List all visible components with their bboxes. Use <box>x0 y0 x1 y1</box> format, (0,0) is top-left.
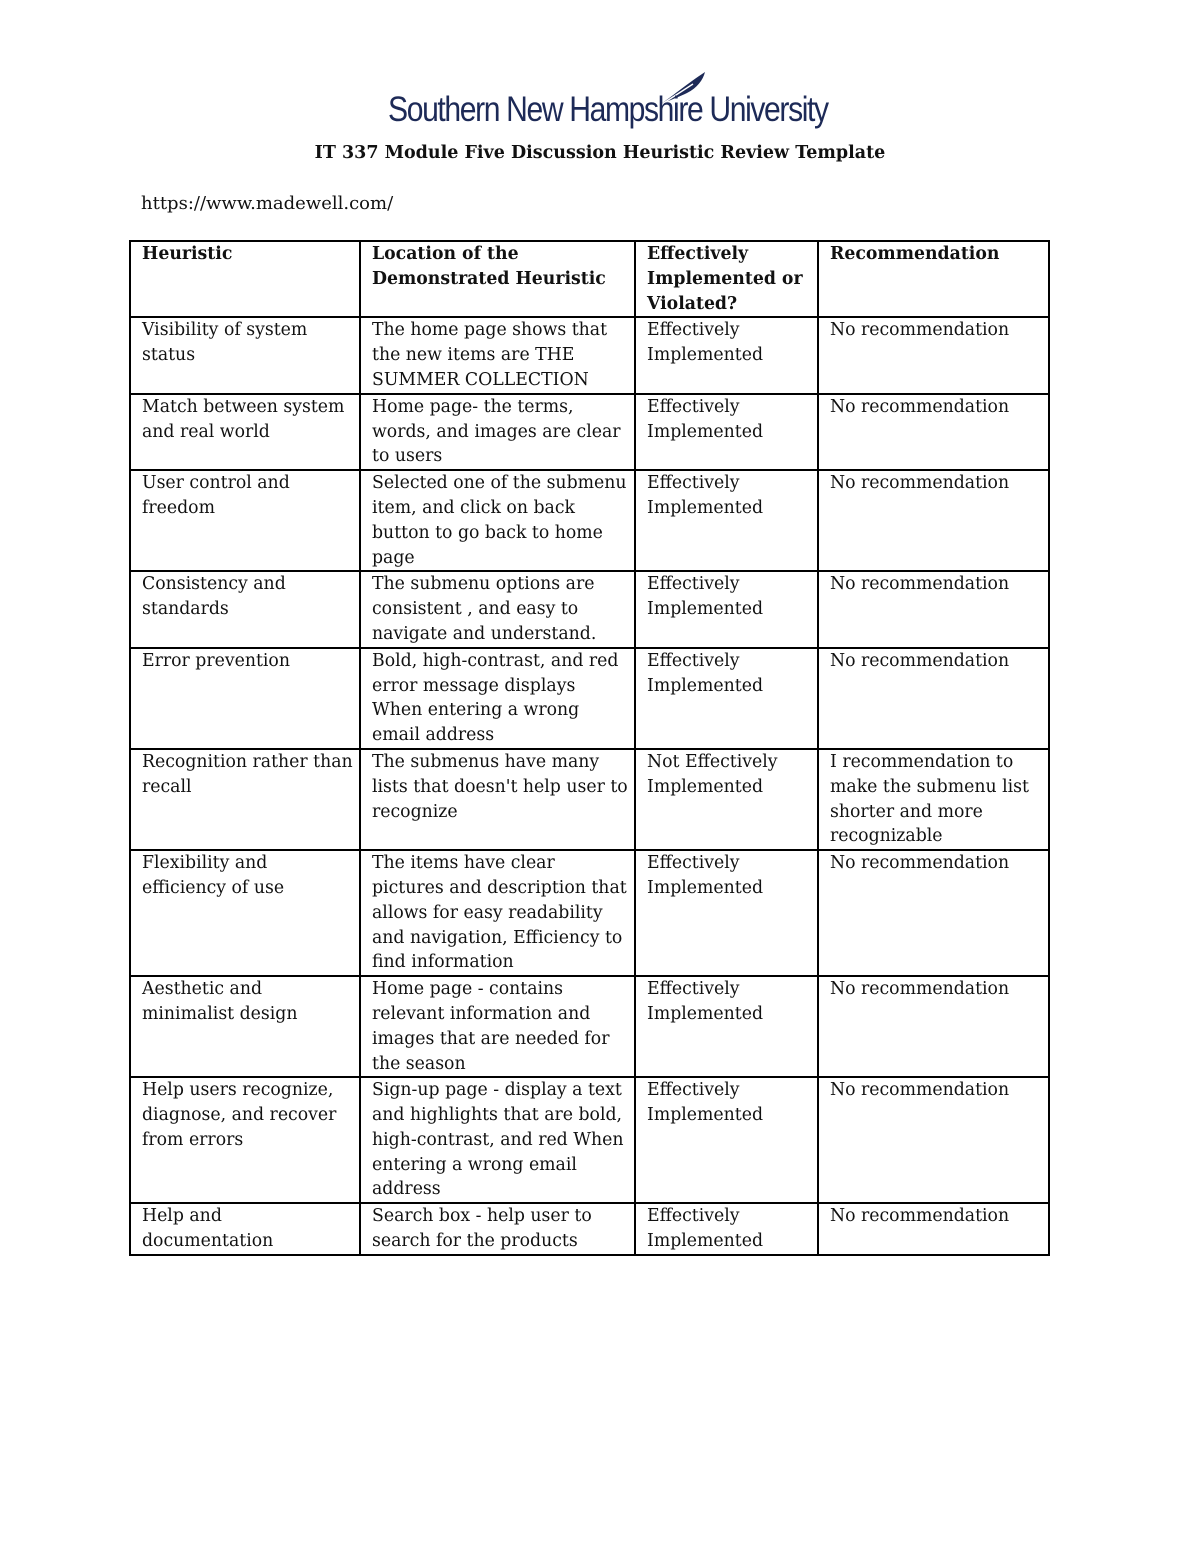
heuristic-cell: Visibility of system status <box>130 317 360 393</box>
recommendation-cell: No recommendation <box>818 648 1049 749</box>
status-cell: Not Effectively Implemented <box>635 749 818 850</box>
recommendation-cell: No recommendation <box>818 317 1049 393</box>
heuristic-cell: User control and freedom <box>130 470 360 571</box>
status-cell: Effectively Implemented <box>635 317 818 393</box>
table-row <box>130 976 1049 1077</box>
recommendation-cell: No recommendation <box>818 470 1049 571</box>
recommendation-cell: No recommendation <box>818 1077 1049 1203</box>
status-cell: Effectively Implemented <box>635 976 818 1077</box>
website-url: https://www.madewell.com/ <box>141 193 394 214</box>
table-row <box>130 1203 1049 1255</box>
table-row <box>130 571 1049 647</box>
recommendation-cell: No recommendation <box>818 394 1049 470</box>
heuristic-cell: Help users recognize, diagnose, and recover from errors <box>130 1077 360 1203</box>
table-row <box>130 394 1049 470</box>
recommendation-cell: I recommendation to make the submenu list shorter and more recognizable <box>818 749 1049 850</box>
heuristic-review-table <box>129 240 1050 1256</box>
location-cell: Home page - contains relevant information and images that are needed for the season <box>360 976 635 1077</box>
location-cell: Sign-up page - display a text and highlights that are bold, high-contrast, and red When entering a wrong email address <box>360 1077 635 1203</box>
location-cell: The home page shows that the new items are THE SUMMER COLLECTION <box>360 317 635 393</box>
location-cell: The submenu options are consistent , and easy to navigate and understand. <box>360 571 635 647</box>
heuristic-cell: Flexibility and efficiency of use <box>130 850 360 976</box>
heuristic-cell: Error prevention <box>130 648 360 749</box>
location-cell: Home page- the terms, words, and images are clear to users <box>360 394 635 470</box>
recommendation-cell: No recommendation <box>818 850 1049 976</box>
heuristic-cell: Match between system and real world <box>130 394 360 470</box>
table-row <box>130 648 1049 749</box>
location-cell: Selected one of the submenu item, and click on back button to go back to home page <box>360 470 635 571</box>
heuristic-cell: Recognition rather than recall <box>130 749 360 850</box>
location-cell: Search box - help user to search for the products <box>360 1203 635 1255</box>
heuristic-cell: Help and documentation <box>130 1203 360 1255</box>
column-header-location: Location of the Demonstrated Heuristic <box>360 241 635 317</box>
status-cell: Effectively Implemented <box>635 648 818 749</box>
table-row <box>130 317 1049 393</box>
recommendation-cell: No recommendation <box>818 571 1049 647</box>
status-cell: Effectively Implemented <box>635 850 818 976</box>
location-cell: The submenus have many lists that doesn't help user to recognize <box>360 749 635 850</box>
location-cell: The items have clear pictures and description that allows for easy readability and navigation, Efficiency to find information <box>360 850 635 976</box>
status-cell: Effectively Implemented <box>635 470 818 571</box>
heuristic-cell: Aesthetic and minimalist design <box>130 976 360 1077</box>
logo-wordmark: Southern New Hampshire University <box>388 90 828 129</box>
column-header-heuristic: Heuristic <box>130 241 360 317</box>
university-logo <box>388 68 828 138</box>
page-title: IT 337 Module Five Discussion Heuristic Review Template <box>314 143 886 163</box>
table-row <box>130 850 1049 976</box>
status-cell: Effectively Implemented <box>635 571 818 647</box>
column-header-status: Effectively Implemented or Violated? <box>635 241 818 317</box>
table-row <box>130 1077 1049 1203</box>
table-row <box>130 749 1049 850</box>
status-cell: Effectively Implemented <box>635 1203 818 1255</box>
status-cell: Effectively Implemented <box>635 394 818 470</box>
recommendation-cell: No recommendation <box>818 1203 1049 1255</box>
heuristic-cell: Consistency and standards <box>130 571 360 647</box>
table-header-row <box>130 241 1049 317</box>
status-cell: Effectively Implemented <box>635 1077 818 1203</box>
column-header-recommendation: Recommendation <box>818 241 1049 317</box>
location-cell: Bold, high-contrast, and red error message displays When entering a wrong email address <box>360 648 635 749</box>
table-row <box>130 470 1049 571</box>
recommendation-cell: No recommendation <box>818 976 1049 1077</box>
